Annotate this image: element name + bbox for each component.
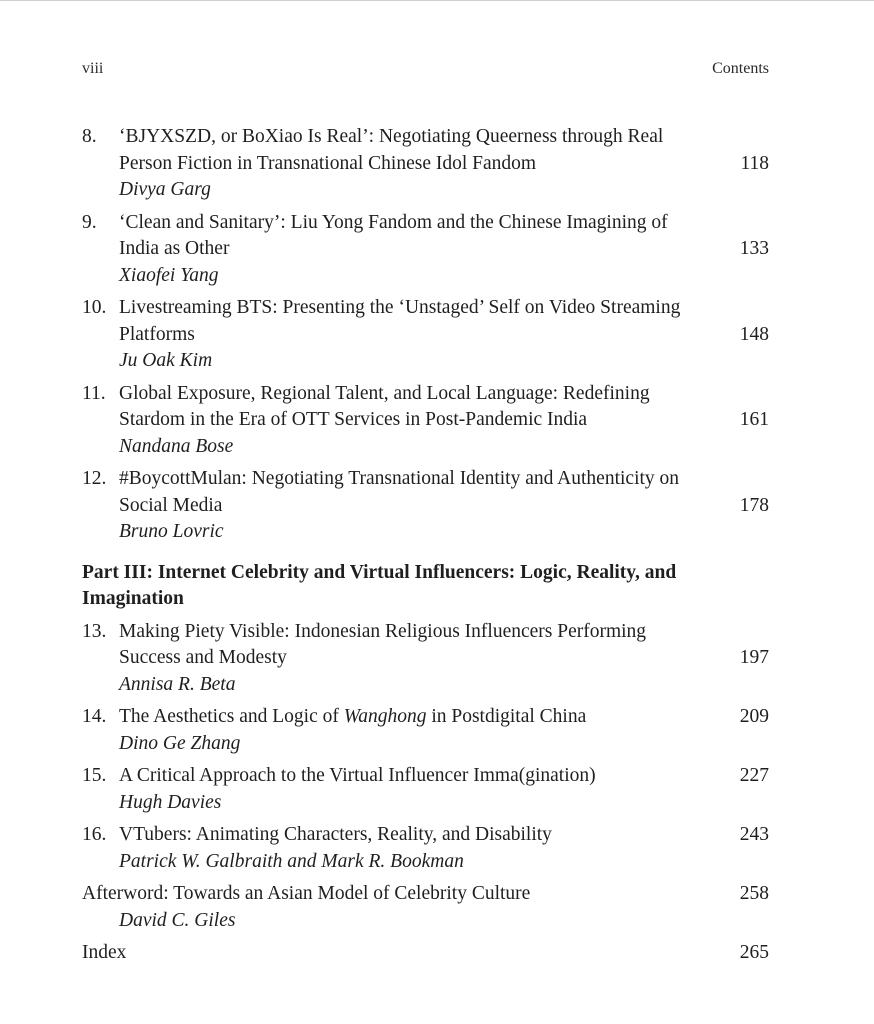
toc-entry-chapter-14[interactable] xyxy=(82,704,769,757)
chapter-author: Bruno Lovric xyxy=(119,521,224,542)
page-number: 133 xyxy=(739,238,769,259)
page-number: 258 xyxy=(739,883,769,904)
chapter-author: Nandana Bose xyxy=(119,435,234,457)
chapter-number: 12. xyxy=(82,468,107,489)
chapter-number: 9. xyxy=(82,211,97,233)
afterword-author: David C. Giles xyxy=(119,909,236,931)
index-title: Index xyxy=(82,942,127,963)
chapter-number: 11. xyxy=(82,382,106,404)
toc-entry-chapter-9[interactable] xyxy=(82,210,769,290)
page-number: 197 xyxy=(739,647,769,668)
toc-entry-chapter-8[interactable] xyxy=(82,124,769,204)
toc-entry-chapter-16[interactable] xyxy=(82,822,769,875)
toc-entry-index[interactable] xyxy=(82,940,769,967)
chapter-number: 10. xyxy=(82,297,107,318)
page-number: 118 xyxy=(740,152,769,174)
page-folio: viii xyxy=(82,60,104,77)
chapter-author: Divya Garg xyxy=(119,179,211,200)
chapter-number: 8. xyxy=(82,126,97,147)
chapter-title: VTubers: Animating Characters, Reality, and Disability xyxy=(119,824,552,845)
chapter-title xyxy=(119,704,703,731)
page-number: 243 xyxy=(739,824,769,845)
running-title: Contents xyxy=(712,60,769,77)
toc-entry-chapter-15[interactable] xyxy=(82,763,769,816)
chapter-author: Annisa R. Beta xyxy=(119,673,236,695)
chapter-title: #BoycottMulan: Negotiating Transnational Identity and Authenticity on Social Media xyxy=(119,468,680,516)
chapter-title: A Critical Approach to the Virtual Influencer Imma(gination) xyxy=(119,765,596,786)
chapter-title: Livestreaming BTS: Presenting the ‘Unstaged’ Self on Video Streaming Platforms xyxy=(119,297,681,345)
chapter-author: Xiaofei Yang xyxy=(119,264,219,286)
toc-entry-chapter-10[interactable] xyxy=(82,295,769,375)
running-head xyxy=(82,60,769,78)
chapter-title: ‘Clean and Sanitary’: Liu Yong Fandom and the Chinese Imagining of India as Other xyxy=(119,211,668,259)
chapter-number: 16. xyxy=(82,824,107,845)
chapter-title: Making Piety Visible: Indonesian Religious Influencers Performing Success and Modesty xyxy=(119,620,647,668)
page-number: 227 xyxy=(739,765,769,786)
chapter-title: ‘BJYXSZD, or BoXiao Is Real’: Negotiating Queerness through Real Person Fiction in Transnational Chinese Idol Fandom xyxy=(119,126,664,174)
chapter-author: Patrick W. Galbraith and Mark R. Bookman xyxy=(119,850,464,872)
chapter-number: 15. xyxy=(82,765,107,786)
toc-entry-afterword[interactable] xyxy=(82,881,769,934)
chapter-title: Global Exposure, Regional Talent, and Local Language: Redefining Stardom in the Era of OTT Services in Post-Pandemic India xyxy=(119,382,650,430)
page-number: 209 xyxy=(739,706,769,727)
afterword-title: Afterword: Towards an Asian Model of Celebrity Culture xyxy=(82,883,531,904)
chapter-author: Ju Oak Kim xyxy=(119,350,213,371)
page-number: 265 xyxy=(739,942,769,963)
toc-entry-chapter-11[interactable] xyxy=(82,381,769,461)
part-heading: Part III: Internet Celebrity and Virtual Influencers: Logic, Reality, and Imagination xyxy=(82,561,677,609)
toc-entry-chapter-13[interactable] xyxy=(82,619,769,699)
title-part: The Aesthetics and Logic of xyxy=(119,706,344,727)
toc-entry-chapter-12[interactable] xyxy=(82,466,769,546)
page-number: 178 xyxy=(739,494,769,516)
title-part: in Postdigital China xyxy=(426,706,587,727)
chapter-author: Dino Ge Zhang xyxy=(119,732,241,754)
chapter-number: 14. xyxy=(82,706,107,727)
chapter-author: Hugh Davies xyxy=(119,791,222,813)
chapter-number: 13. xyxy=(82,620,107,642)
table-of-contents xyxy=(82,124,769,967)
page-number: 148 xyxy=(739,323,769,345)
top-border xyxy=(0,0,874,1)
page-number: 161 xyxy=(739,409,769,430)
title-italic-term: Wanghong xyxy=(343,706,427,727)
